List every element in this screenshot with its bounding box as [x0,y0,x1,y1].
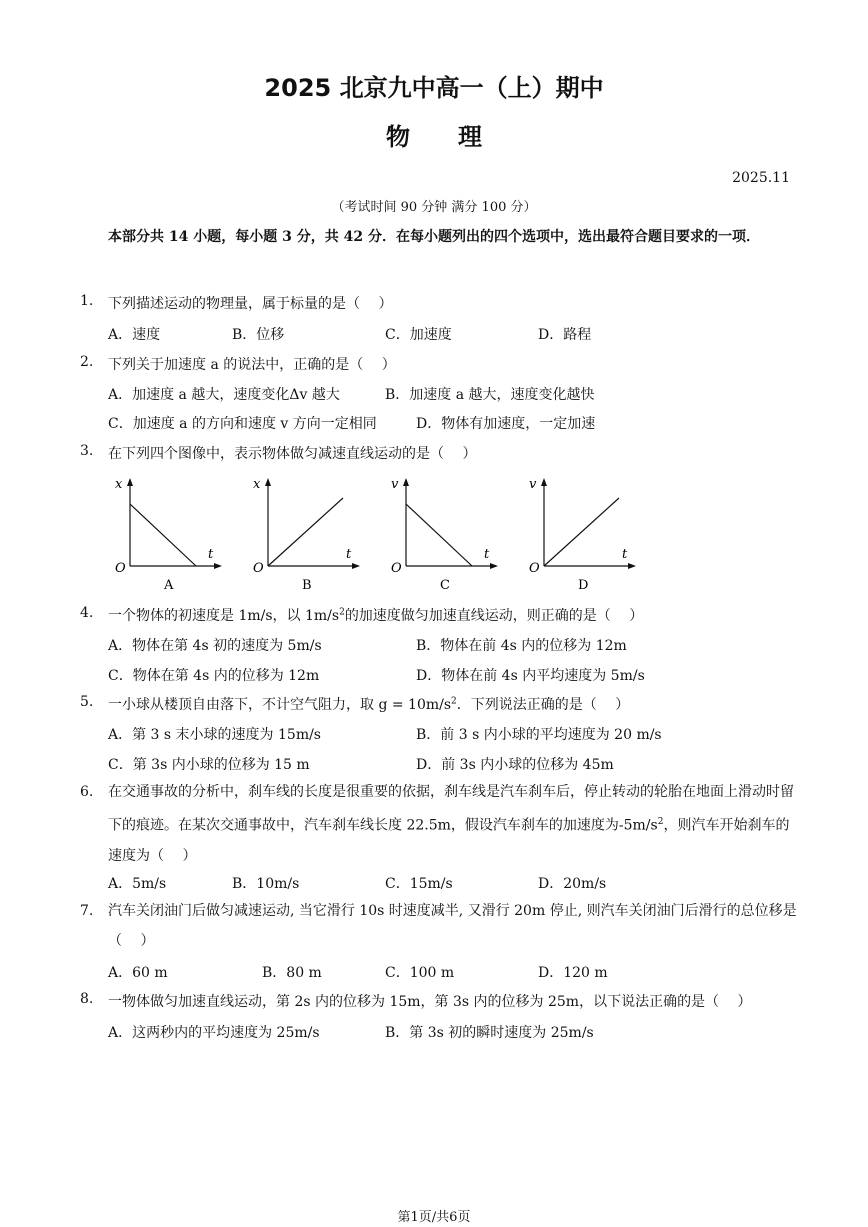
option-b: B．10m/s [232,876,300,892]
x-axis-arrow [214,563,222,569]
option-a: A．60 m [108,965,168,981]
option-c: C．第 3s 内小球的位移为 15 m [108,757,310,773]
option-b: B．加速度 a 越大，速度变化越快 [385,387,595,403]
question-text-part: ．下列说法正确的是（ ） [456,697,630,713]
graph-line [406,504,472,566]
y-axis-label: v [391,477,399,492]
exam-title: 2025 北京九中高一（上）期中 [264,74,604,102]
option-c: C．物体在第 4s 内的位移为 12m [108,668,320,684]
option-c: C．加速度 [385,327,452,343]
subject-title: 物 理 [386,123,482,151]
origin-label: O [391,561,402,576]
graph-caption: B [302,578,312,593]
graph-line [544,498,619,566]
question-text: 汽车关闭油门后做匀减速运动, 当它滑行 10s 时速度减半, 又滑行 20m 停止, 则汽车关闭油门后滑行的总位移是（ ） [108,903,797,949]
x-axis-arrow [490,563,498,569]
x-axis-label: t [484,547,490,562]
option-a: A．加速度 a 越大，速度变化Δv 越大 [108,387,340,403]
question-text-part: 在交通事故的分析中，刹车线的长度是很重要的依据，刹车线是汽车刹车后，停止转动的轮胎在地面上滑动时留下的痕迹。在某次交通事故中，汽车刹车线长度 22.5m，假设汽车刹车的加速度为-5m/s [108,784,794,834]
question-text-part: 的加速度做匀加速直线运动，则正确的是（ ） [344,608,644,624]
superscript: 2 [657,817,664,827]
section-instructions: 本部分共 14 小题，每小题 3 分，共 42 分．在每小题列出的四个选项中，选出最符合题目要求的一项． [108,229,760,245]
question-text-part: ，则汽车开始刹车的速度为（ ） [108,817,790,864]
x-axis-label: t [346,547,352,562]
superscript: 2 [451,696,457,707]
graph-c [386,476,506,596]
option-b: B．80 m [262,965,322,981]
time-info: （考试时间 90 分钟 满分 100 分） [331,200,537,215]
question-number: 2. [80,354,94,370]
question-text [108,777,798,871]
option-a: A．这两秒内的平均速度为 25m/s [108,1025,320,1041]
option-c: C．15m/s [385,876,453,892]
graph-line [268,498,343,566]
origin-label: O [253,561,264,576]
question-text: 在下列四个图像中，表示物体做匀减速直线运动的是（ ） [108,446,477,462]
option-d: D．前 3s 内小球的位移为 45m [416,757,614,773]
superscript: 2 [339,607,345,618]
y-axis-label: x [115,477,123,492]
question-number: 8. [80,991,94,1007]
question-text [108,605,643,625]
y-axis-arrow [265,478,271,486]
graph-b [248,476,368,596]
y-axis-label: x [253,477,261,492]
question-text: 下列关于加速度 a 的说法中，正确的是（ ） [108,357,396,373]
question-text: 一物体做匀加速直线运动，第 2s 内的位移为 15m，第 3s 内的位移为 25m，以下说法正确的是（ ） [108,994,752,1010]
question-number: 4. [80,605,94,621]
origin-label: O [529,561,540,576]
question-number: 1. [80,293,94,309]
x-axis-arrow [352,563,360,569]
option-a: A．5m/s [108,876,167,892]
exam-date: 2025.11 [732,170,790,186]
graph-line [130,504,196,566]
x-axis-label: t [208,547,214,562]
question-number: 7. [80,903,94,919]
question-text-part: 一个物体的初速度是 1m/s，以 1m/s [108,608,340,624]
option-d: D．物体有加速度，一定加速 [416,416,596,432]
x-axis-label: t [622,547,628,562]
x-axis-arrow [628,563,636,569]
graph-caption: C [440,578,450,593]
origin-label: O [115,561,126,576]
y-axis-arrow [127,478,133,486]
question-text [108,694,629,714]
graph-d [524,476,644,596]
option-d: D．路程 [538,327,592,343]
y-axis-arrow [403,478,409,486]
question-text: 下列描述运动的物理量，属于标量的是（ ） [108,296,393,312]
y-axis-arrow [541,478,547,486]
option-b: B．物体在前 4s 内的位移为 12m [416,638,627,654]
option-a: A．物体在第 4s 初的速度为 5m/s [108,638,322,654]
graph-a [110,476,230,596]
option-b: B．第 3s 初的瞬时速度为 25m/s [385,1025,594,1041]
question-number: 6. [80,784,94,800]
graph-caption: D [578,578,589,593]
option-d: D．物体在前 4s 内平均速度为 5m/s [416,668,645,684]
question-number: 3. [80,443,94,459]
question-text-part: 一小球从楼顶自由落下，不计空气阻力，取 g = 10m/s [108,697,452,713]
option-c: C．100 m [385,965,455,981]
option-d: D．120 m [538,965,608,981]
y-axis-label: v [529,477,537,492]
option-a: A．速度 [108,327,161,343]
option-a: A．第 3 s 末小球的速度为 15m/s [108,727,321,743]
page-number: 第1页/共6页 [397,1210,471,1225]
option-b: B．位移 [232,327,285,343]
option-b: B．前 3 s 内小球的平均速度为 20 m/s [416,727,662,743]
option-d: D．20m/s [538,876,607,892]
question-number: 5. [80,694,94,710]
graph-caption: A [164,578,174,593]
option-c: C．加速度 a 的方向和速度 v 方向一定相同 [108,416,377,432]
